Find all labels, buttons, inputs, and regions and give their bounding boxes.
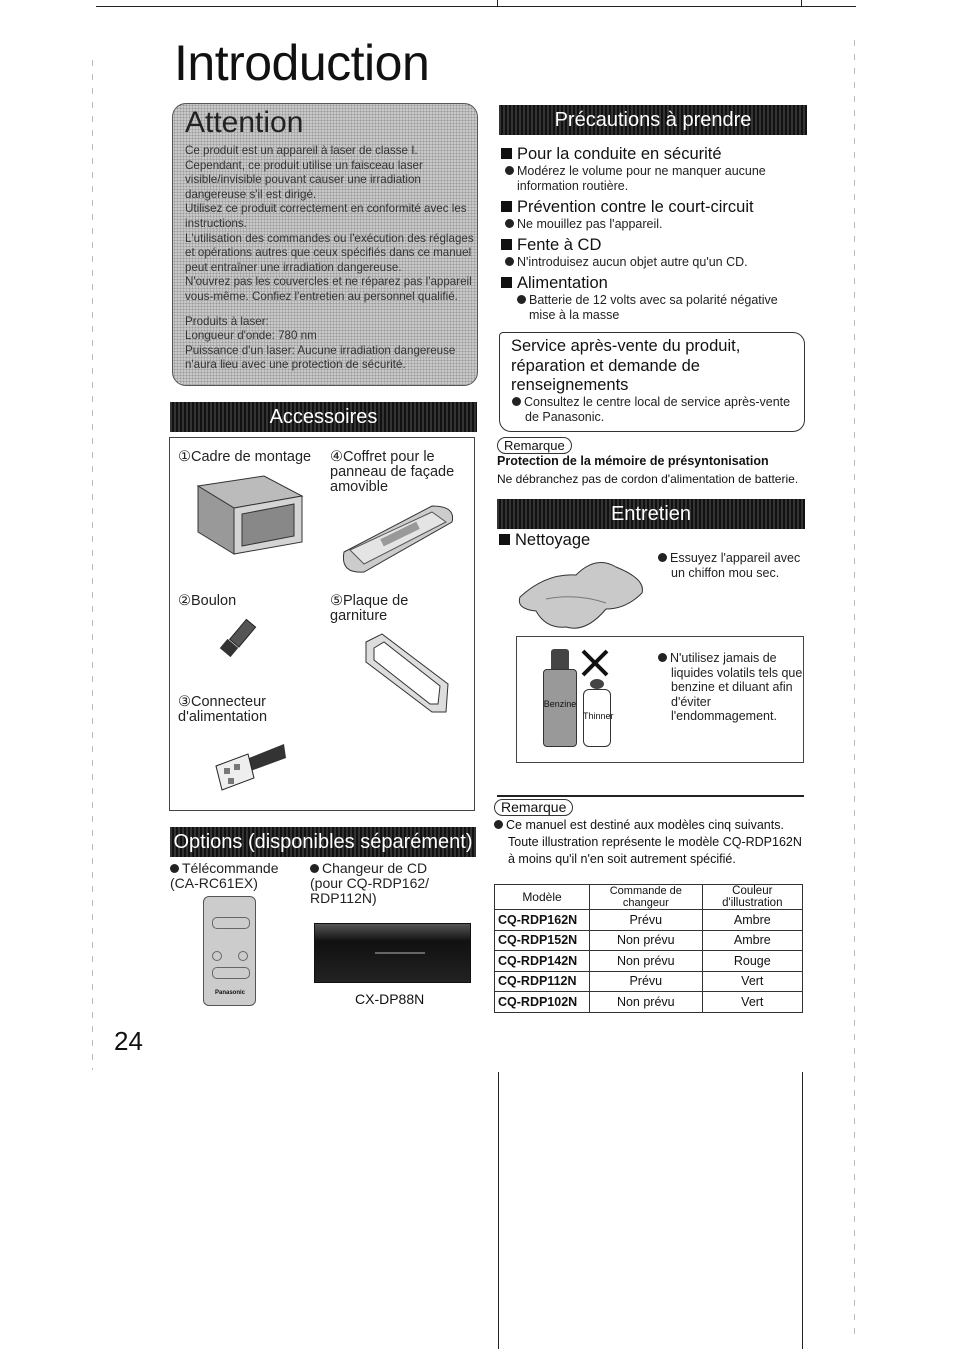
- table-cell: Ambre: [702, 930, 802, 951]
- remote-button-icon: [238, 951, 248, 961]
- precaution-text: Modérez le volume pour ne manquer aucune information routière.: [517, 164, 766, 193]
- left-margin-line: [92, 60, 93, 1070]
- acc-boulon-label: ②Boulon: [178, 593, 237, 609]
- options-heading-bar: [170, 827, 476, 857]
- precaution-text: N'introduisez aucun objet autre qu'un CD.: [517, 255, 748, 269]
- precaution-text: Batterie de 12 volts avec sa polarité négative mise à la masse: [529, 293, 778, 322]
- precaution-title: Alimentation: [517, 274, 608, 292]
- table-header-cell: Commande de changeur: [590, 885, 703, 910]
- acc-connecteur-label: ③Connecteur d'alimentation: [178, 694, 268, 725]
- precaution-item: [501, 236, 806, 270]
- volatile-text-block: [658, 651, 817, 724]
- top-tick: [497, 0, 498, 7]
- entretien-heading: Entretien: [610, 503, 692, 525]
- precaution-title: Fente à CD: [517, 236, 602, 254]
- attention-box: [172, 103, 478, 386]
- page-number: 24: [114, 1026, 143, 1056]
- remark1-bold: Protection de la mémoire de présyntonisation: [497, 454, 769, 468]
- table-cell: CQ-RDP162N: [495, 910, 590, 931]
- service-title: Service après-vente du produit, réparation et demande de renseignements: [511, 337, 741, 394]
- trim-plate-illustration: [362, 632, 452, 716]
- remark2-label-wrap: [494, 799, 573, 817]
- laser-title: Produits à laser:: [185, 314, 269, 328]
- cloth-illustration: [516, 553, 648, 633]
- nettoyage-label: Nettoyage: [515, 531, 591, 549]
- bullet-icon: [494, 820, 503, 829]
- entretien-heading-bar: [497, 499, 805, 529]
- remark1-label: Remarque: [497, 437, 572, 454]
- bottom-divider-line: [498, 1072, 499, 1349]
- volatile-box: [516, 636, 804, 763]
- attention-paragraph: L'utilisation des commandes ou l'exécution des réglages et opérations autres que ceux spécifiés dans ce manuel peut entraîner une irradiation dangereuse.: [185, 231, 474, 274]
- attention-body: [185, 144, 475, 373]
- cd-changer-illustration: [314, 923, 471, 983]
- bottom-divider-line: [802, 1072, 803, 1349]
- square-bullet-icon: [501, 277, 512, 288]
- attention-paragraph: N'ouvrez pas les couvercles et ne réparez pas l'appareil vous-même. Confiez l'entretien au personnel qualifié.: [185, 275, 472, 303]
- table-header-row: [495, 885, 803, 910]
- bullet-icon: [517, 295, 526, 304]
- remote-button-icon: [212, 967, 250, 979]
- cloth-text: Essuyez l'appareil avec un chiffon mou sec.: [670, 551, 801, 580]
- remark2-label: Remarque: [494, 799, 573, 816]
- option-changer: [310, 861, 460, 906]
- table-row: [495, 930, 803, 951]
- laser-line: Longueur d'onde: 780 nm: [185, 329, 317, 343]
- precaution-title: Pour la conduite en sécurité: [517, 145, 722, 163]
- bullet-icon: [512, 397, 521, 406]
- accessories-heading-bar: [170, 402, 477, 432]
- remote-brand: Panasonic: [214, 990, 245, 996]
- table-row: [495, 992, 803, 1013]
- table-header-cell: Modèle: [495, 885, 590, 910]
- acc-coffret-label: ④Coffret pour le panneau de façade amovible: [330, 449, 455, 495]
- table-cell: CQ-RDP142N: [495, 951, 590, 972]
- table-row: [495, 910, 803, 931]
- table-cell: Vert: [702, 992, 802, 1013]
- bullet-icon: [505, 257, 514, 266]
- volatile-text: N'utilisez jamais de liquides volatils tels que benzine et diluant afin d'éviter l'endommagement.: [670, 651, 803, 723]
- table-cell: CQ-RDP152N: [495, 930, 590, 951]
- table-cell: Vert: [702, 971, 802, 992]
- changer-slot: [375, 952, 425, 954]
- remark1-label-wrap: [497, 437, 572, 455]
- table-row: [495, 951, 803, 972]
- precaution-item: [501, 198, 806, 232]
- remote-button-icon: [212, 951, 222, 961]
- table-cell: Non prévu: [590, 951, 703, 972]
- remark2-rule: [497, 795, 804, 797]
- bullet-icon: [658, 653, 667, 662]
- acc-cadre-label: ①Cadre de montage: [178, 449, 312, 465]
- attention-heading: Attention: [185, 106, 304, 139]
- square-bullet-icon: [501, 148, 512, 159]
- bullet-icon: [505, 166, 514, 175]
- top-rule: [96, 6, 856, 7]
- remark2-line: Ce manuel est destiné aux modèles cinq suivants.: [506, 818, 784, 832]
- square-bullet-icon: [501, 201, 512, 212]
- option-remote-label: Télécommande (CA-RC61EX): [170, 860, 279, 891]
- remote-control-illustration: [203, 896, 256, 1006]
- benzine-bottle-illustration: [543, 649, 577, 747]
- table-cell: CQ-RDP112N: [495, 971, 590, 992]
- precautions-heading-bar: [499, 105, 807, 135]
- changer-model: CX-DP88N: [355, 991, 425, 1007]
- service-box: [499, 332, 805, 432]
- table-header-cell: Couleur d'illustration: [702, 885, 802, 910]
- laser-line: Puissance d'un laser: Aucune irradiation dangereuse n'aura lieu avec une protection de sécurité.: [185, 343, 456, 372]
- benzine-label: Benzine: [543, 699, 577, 709]
- option-remote: [170, 861, 300, 891]
- acc-plaque-label: ⑤Plaque de garniture: [330, 593, 409, 624]
- bolt-illustration: [218, 618, 264, 658]
- bullet-icon: [658, 553, 667, 562]
- option-changer-label: Changeur de CD (pour CQ-RDP162/ RDP112N): [310, 860, 430, 906]
- table-cell: Ambre: [702, 910, 802, 931]
- options-heading: Options (disponibles séparément): [173, 831, 473, 853]
- table-cell: Prévu: [590, 971, 703, 992]
- remark2-body: [494, 817, 814, 868]
- table-cell: CQ-RDP102N: [495, 992, 590, 1013]
- precaution-text: Ne mouillez pas l'appareil.: [517, 217, 663, 231]
- precautions-heading: Précautions à prendre: [554, 109, 752, 131]
- remark2-line: Toute illustration représente le modèle CQ-RDP162N: [508, 835, 802, 849]
- attention-paragraph: Utilisez ce produit correctement en conformité avec les instructions.: [185, 202, 467, 230]
- mounting-frame-illustration: [194, 472, 306, 558]
- bullet-icon: [310, 864, 319, 873]
- models-table: [494, 884, 803, 1013]
- right-margin-line: [854, 40, 855, 1340]
- table-row: [495, 971, 803, 992]
- table-cell: Non prévu: [590, 930, 703, 951]
- nettoyage-heading: [499, 531, 590, 550]
- table-cell: Non prévu: [590, 992, 703, 1013]
- prohibited-x-icon: [579, 647, 611, 679]
- thinner-label: Thinner: [583, 711, 614, 721]
- carrying-case-illustration: [340, 502, 460, 580]
- precaution-title: Prévention contre le court-circuit: [517, 198, 754, 216]
- bullet-icon: [505, 219, 514, 228]
- remote-button-icon: [212, 917, 250, 929]
- square-bullet-icon: [501, 239, 512, 250]
- table-cell: Prévu: [590, 910, 703, 931]
- cloth-text-block: [658, 551, 811, 580]
- attention-paragraph: Ce produit est un appareil à laser de classe I. Cependant, ce produit utilise un faisceau laser visible/invisible pouvant causer une irradiation dangereuse s'il est dirigé.: [185, 144, 423, 201]
- page-title: Introduction: [174, 35, 430, 91]
- thinner-bottle-illustration: [583, 679, 614, 747]
- power-connector-illustration: [214, 740, 288, 794]
- top-tick: [801, 0, 802, 7]
- service-text-block: [511, 395, 805, 424]
- table-cell: Rouge: [702, 951, 802, 972]
- precaution-item: [501, 145, 806, 193]
- bullet-icon: [170, 864, 179, 873]
- remark2-line: à moins qu'il n'en soit autrement spécifié.: [508, 852, 736, 866]
- accessories-heading: Accessoires: [269, 406, 378, 428]
- precaution-item: [501, 274, 806, 322]
- remark1-text: Ne débranchez pas de cordon d'alimentation de batterie.: [497, 472, 799, 486]
- square-bullet-icon: [499, 534, 510, 545]
- service-text: Consultez le centre local de service après-vente de Panasonic.: [524, 395, 791, 424]
